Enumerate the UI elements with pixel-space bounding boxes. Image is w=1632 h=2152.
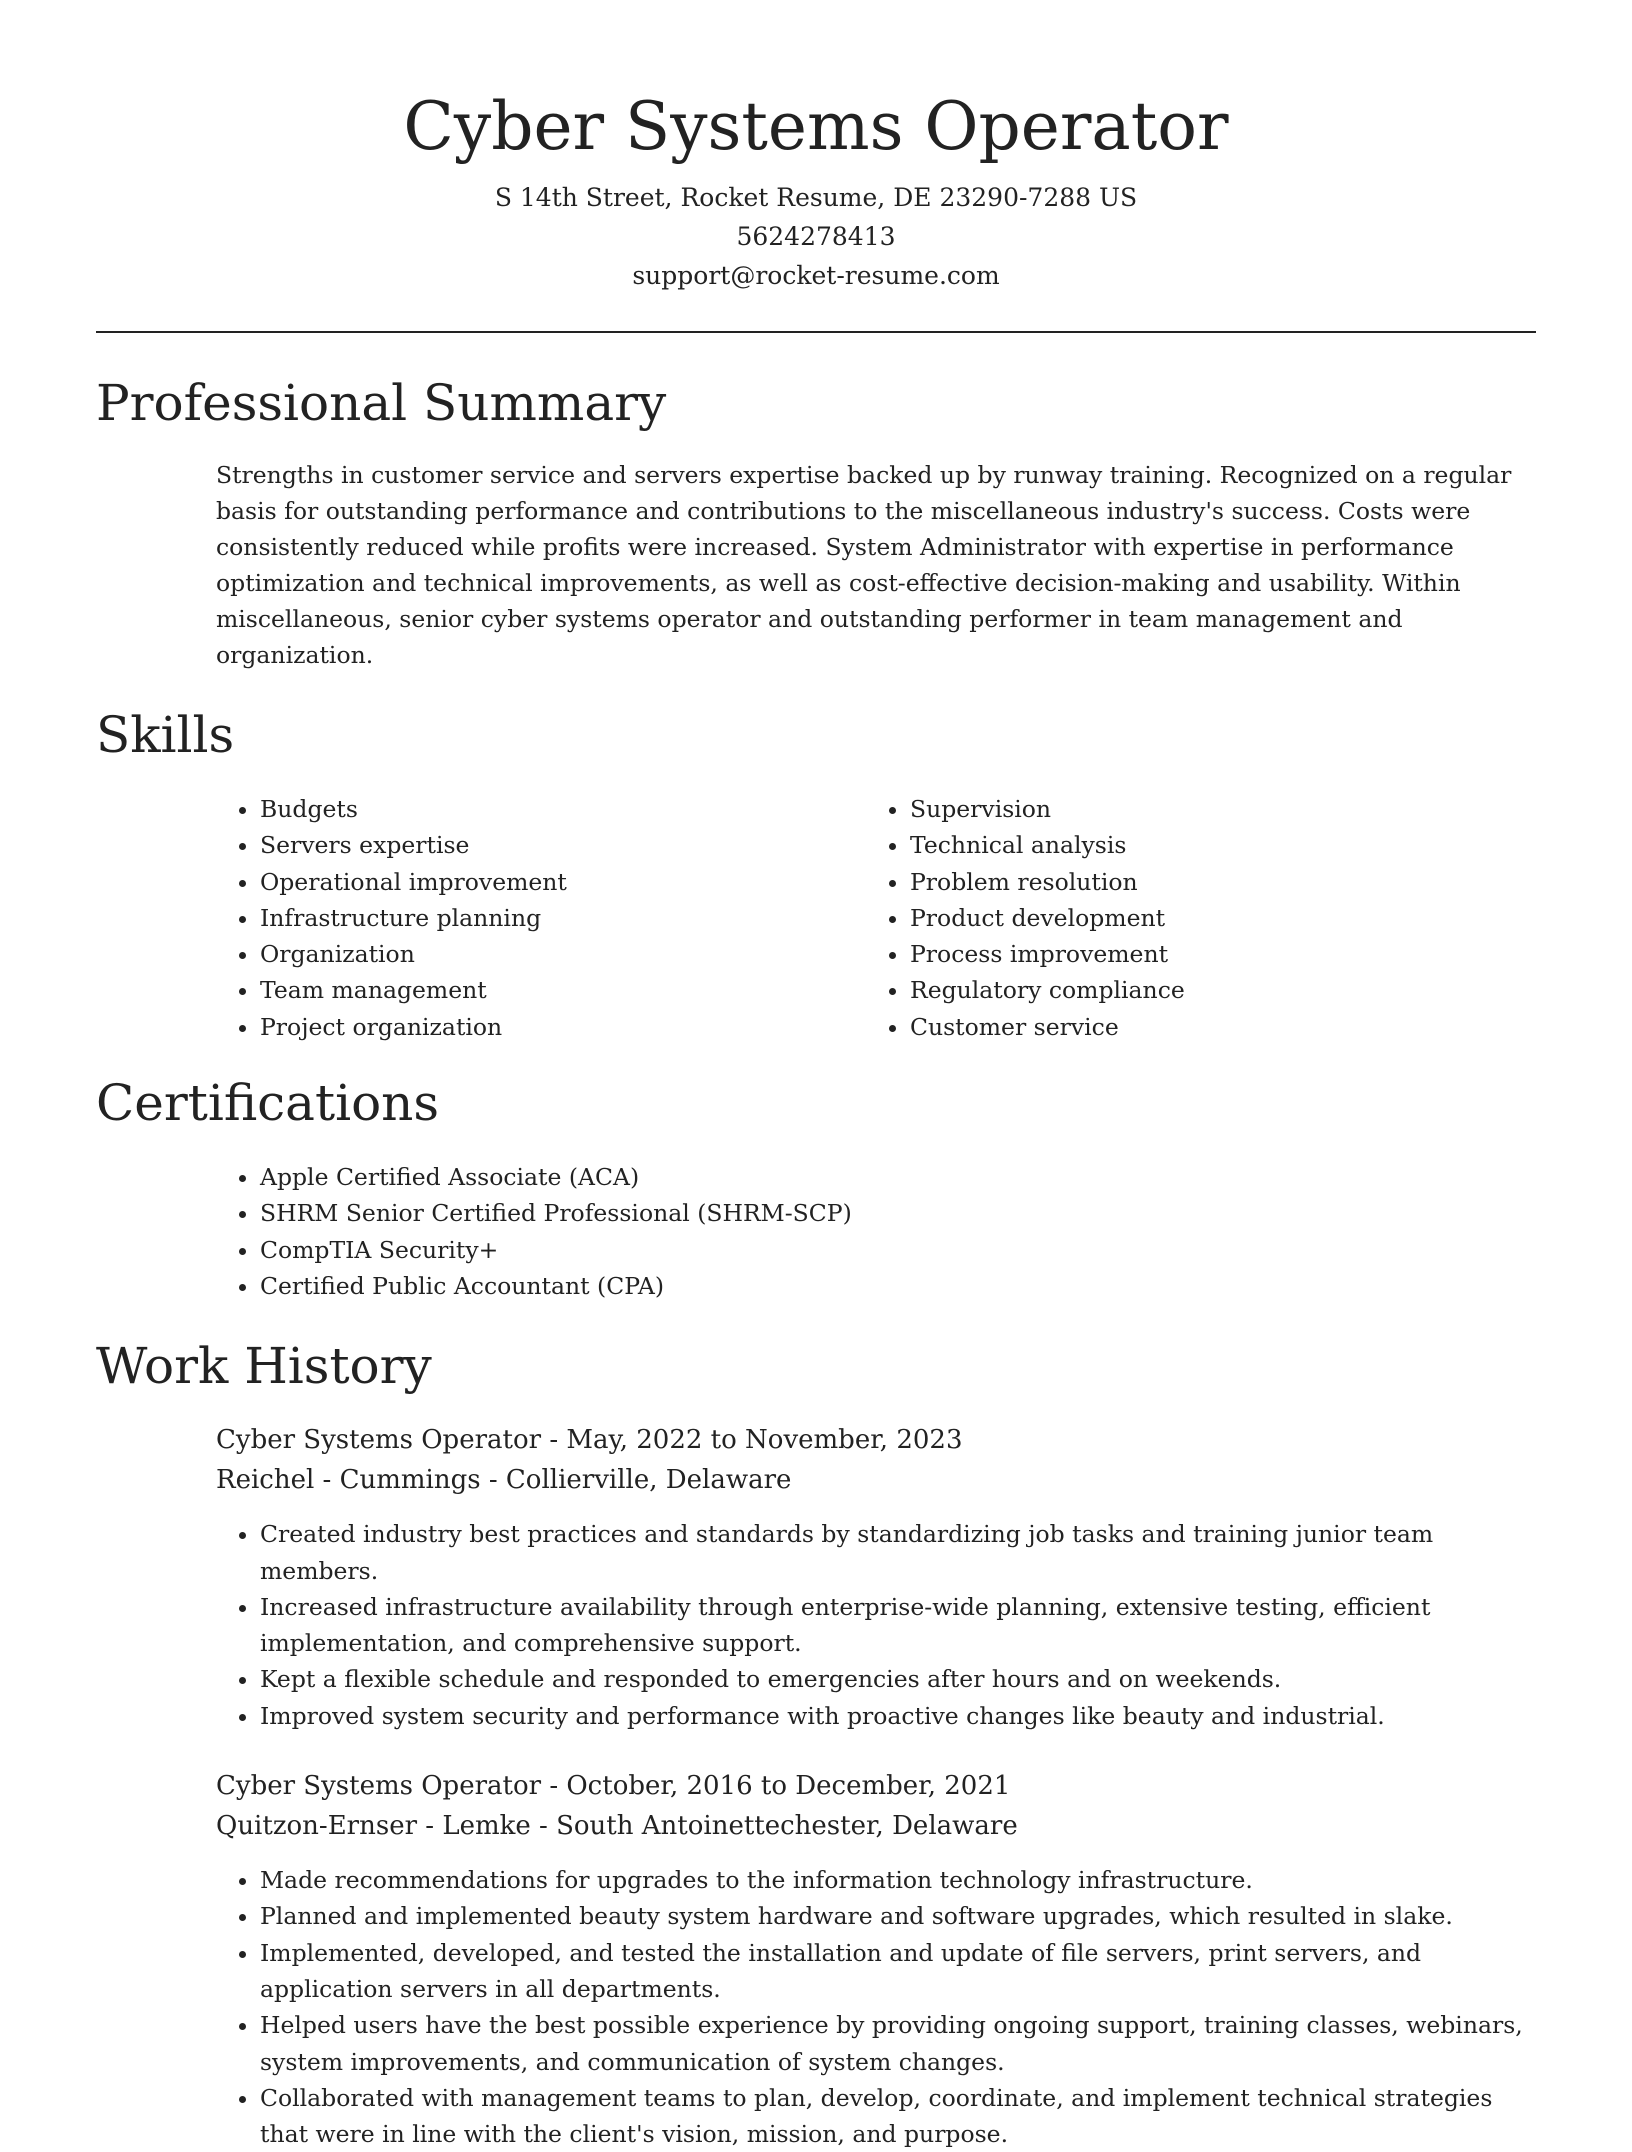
job-bullet: • Planned and implemented beauty system hardware and software upgrades, which resulted in slake. bbox=[260, 1898, 1536, 1934]
certifications-block bbox=[216, 1159, 1536, 1304]
contact-phone: 5624278413 bbox=[736, 222, 896, 251]
job-title-line: Cyber Systems Operator - May, 2022 to November, 2023 bbox=[216, 1425, 963, 1456]
skills-list-left bbox=[216, 791, 866, 1045]
contact-block bbox=[96, 178, 1536, 295]
header-divider bbox=[96, 331, 1536, 333]
summary-text: Strengths in customer service and servers expertise backed up by runway training. Recognized on a regular basis for outstanding performance and contributions to the miscellaneous industry's success. Costs were consistently reduced while profits were increased. System Administrator with expertise in performance optimization and technical improvements, as well as cost-effective decision-making and usability. Within miscellaneous, senior cyber systems operator and outstanding performer in team management and organization. bbox=[216, 461, 1512, 669]
summary-heading: Professional Summary bbox=[96, 374, 667, 432]
certification-item: • Apple Certified Associate (ACA) bbox=[260, 1159, 1536, 1195]
skill-item: • Team management bbox=[260, 972, 866, 1008]
skill-item: • Regulatory compliance bbox=[910, 972, 1516, 1008]
job-bullet: • Collaborated with management teams to plan, develop, coordinate, and implement technical strategies that were in line with the client's vision, mission, and purpose. bbox=[260, 2080, 1536, 2152]
skill-item: • Technical analysis bbox=[910, 827, 1516, 863]
work-history-heading: Work History bbox=[96, 1337, 432, 1396]
contact-address: S 14th Street, Rocket Resume, DE 23290-7288 US bbox=[494, 183, 1138, 212]
skill-item: • Supervision bbox=[910, 791, 1516, 827]
job-entry bbox=[216, 1420, 1536, 1734]
skills-column-left bbox=[216, 791, 866, 1045]
job-bullet: • Improved system security and performance with proactive changes like beauty and industrial. bbox=[260, 1698, 1536, 1734]
certifications-list bbox=[216, 1159, 1536, 1304]
skill-item: • Servers expertise bbox=[260, 827, 866, 863]
resume-page bbox=[96, 0, 1536, 2152]
certification-item: • CompTIA Security+ bbox=[260, 1232, 1536, 1268]
certification-item: • Certified Public Accountant (CPA) bbox=[260, 1268, 1536, 1304]
contact-email: support@rocket-resume.com bbox=[632, 261, 1000, 290]
skill-item: • Project organization bbox=[260, 1009, 866, 1045]
skill-item: • Process improvement bbox=[910, 936, 1516, 972]
skill-item: • Customer service bbox=[910, 1009, 1516, 1045]
job-company-line: Quitzon-Ernser - Lemke - South Antoinettechester, Delaware bbox=[216, 1811, 1018, 1842]
skill-item: • Budgets bbox=[260, 791, 866, 827]
job-bullet: • Created industry best practices and standards by standardizing job tasks and training junior team members. bbox=[260, 1516, 1536, 1589]
job-entry bbox=[216, 1766, 1536, 2152]
skill-item: • Problem resolution bbox=[910, 864, 1516, 900]
skills-column-right bbox=[866, 791, 1516, 1045]
skills-heading: Skills bbox=[96, 706, 235, 764]
candidate-name: Cyber Systems Operator bbox=[403, 88, 1229, 165]
skills-columns bbox=[216, 791, 1536, 1045]
job-company-line: Reichel - Cummings - Collierville, Delaware bbox=[216, 1465, 792, 1496]
job-bullet: • Made recommendations for upgrades to the information technology infrastructure. bbox=[260, 1862, 1536, 1898]
skill-item: • Infrastructure planning bbox=[260, 900, 866, 936]
job-bullet: • Implemented, developed, and tested the installation and update of file servers, print servers, and application servers in all departments. bbox=[260, 1935, 1536, 2008]
certifications-heading: Certifications bbox=[96, 1074, 440, 1133]
skill-item: • Organization bbox=[260, 936, 866, 972]
certification-item: • SHRM Senior Certified Professional (SHRM-SCP) bbox=[260, 1195, 1536, 1231]
job-bullet: • Increased infrastructure availability through enterprise-wide planning, extensive testing, efficient implementation, and comprehensive support. bbox=[260, 1589, 1536, 1662]
skill-item: • Operational improvement bbox=[260, 864, 866, 900]
job-bullets bbox=[216, 1862, 1536, 2152]
job-bullet: • Helped users have the best possible experience by providing ongoing support, training classes, webinars, system improvements, and communication of system changes. bbox=[260, 2007, 1536, 2080]
job-bullets bbox=[216, 1516, 1536, 1734]
job-bullet: • Kept a flexible schedule and responded to emergencies after hours and on weekends. bbox=[260, 1661, 1536, 1697]
skills-list-right bbox=[866, 791, 1516, 1045]
job-title-line: Cyber Systems Operator - October, 2016 to December, 2021 bbox=[216, 1771, 1011, 1802]
resume-header bbox=[96, 0, 1536, 295]
skill-item: • Product development bbox=[910, 900, 1516, 936]
